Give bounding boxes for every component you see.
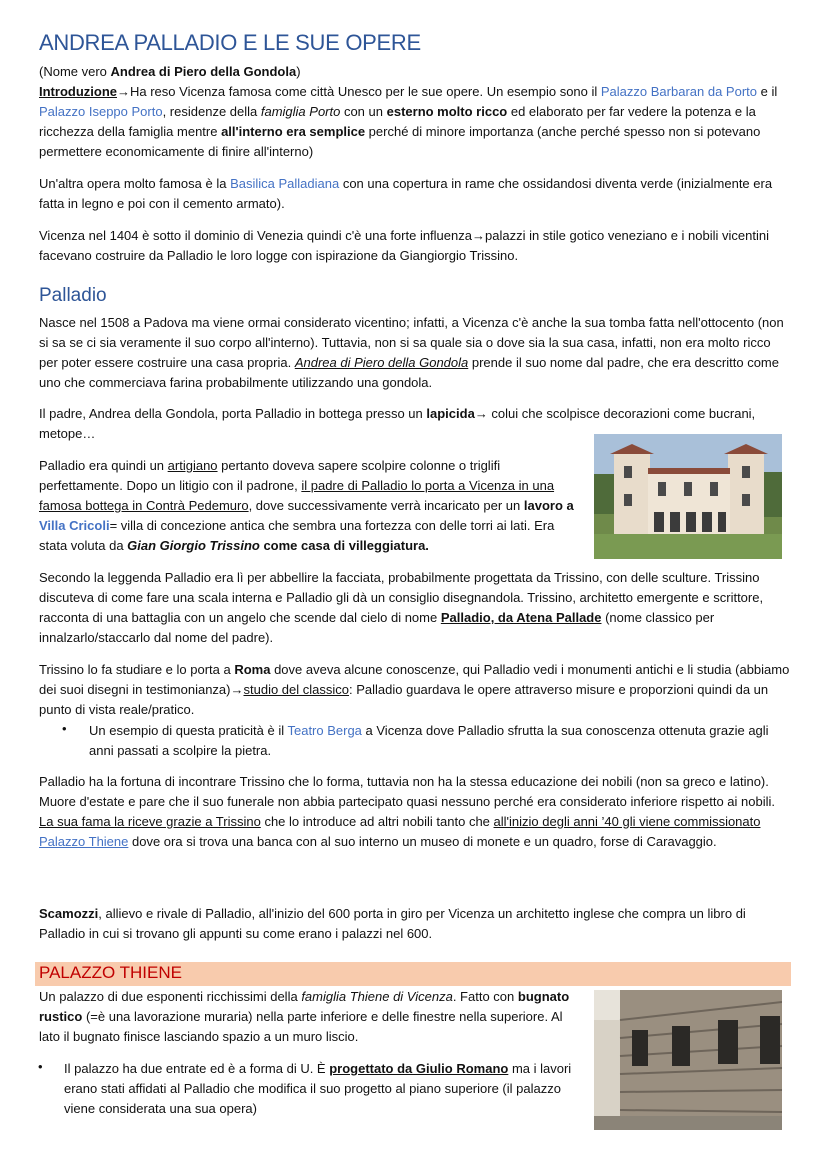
villa-cricoli-photo	[594, 434, 782, 559]
basilica-paragraph: Un'altra opera molto famosa è la Basilica Palladiana con una copertura in rame che ossidandosi diventa verde (inizialmente era fatta in legno e poi con il cemento armato).	[39, 176, 773, 211]
fortuna-paragraph: Palladio ha la fortuna di incontrare Trissino che lo forma, tuttavia non ha la stessa educazione dei nobili (non sa greco e latino). Muore d'estate e pare che il suo funerale non abbia partecipato quasi nessuno perché era considerato inferiore rispetto ai nobili. La sua fama la riceve grazie a Trissino che lo introduce ad altri nobili tanto che all'inizio degli anni ’40 gli viene commissionato Palazzo Thiene dove ora si trova una banca con al suo interno un museo di monete e un quadro, forse di Caravaggio.	[39, 774, 775, 849]
intro-paragraph: (Nome vero Andrea di Piero della Gondola) Introduzione→Ha reso Vicenza famosa come città Unesco per le sue opere. Un esempio sono il Palazzo Barbaran da Porto e il Palazzo Iseppo Porto, residenze della famiglia Porto con un esterno molto ricco ed elaborato per far vedere la potenza e la ricchezza della famiglia mentre all'interno era semplice perché di minore importanza (anche perché spesso non si potevano permettere economicamente di finire all'interno)	[39, 64, 778, 159]
scamozzi-paragraph: Scamozzi, allievo e rivale di Palladio, all'inizio del 600 porta in giro per Vicenza un architetto inglese che compra un libro di Palladio in cui si trovano gli appunti su come erano i palazzi nel 600.	[39, 906, 746, 941]
link-teatro-berga[interactable]: Teatro Berga	[287, 723, 362, 738]
roma-paragraph: Trissino lo fa studiare e lo porta a Roma dove aveva alcune conoscenze, qui Palladio vedi i monumenti antichi e li studia (abbiamo dei suoi disegni in testimonianza)→studio del classico: Palladio guardava le opere attraverso misure e proporzioni quindi da un punto di vista reale/pratico.	[39, 662, 790, 717]
leggenda-paragraph: Secondo la leggenda Palladio era lì per abbellire la facciata, probabilmente progettata da Trissino, con delle sculture. Trissino discuteva di come fare una scala interna e Palladio gli dà un consiglio disegnandola. Trissino, architetto emergente e scrittore, racconta di una battaglia con un angelo che scende dal cielo di nome Palladio, da Atena Pallade (nome classico per innalzarlo/staccarlo dal nome del padre).	[39, 570, 764, 645]
padre-paragraph: Il padre, Andrea della Gondola, porta Palladio in bottega presso un lapicida→ colui che scolpisce decorazioni come bucrani, metope…	[39, 406, 756, 441]
link-basilica-palladiana[interactable]: Basilica Palladiana	[230, 176, 340, 191]
berga-bullet-item: • Un esempio di questa praticità è il Teatro Berga a Vicenza dove Palladio sfrutta la sua conoscenza ottenuta grazie agli anni passati a scolpire la pietra.	[62, 721, 769, 758]
thiene-paragraph: Un palazzo di due esponenti ricchissimi della famiglia Thiene di Vicenza. Fatto con bugnato rustico (=è una lavorazione muraria) nella parte inferiore e delle finestre nella superiore. Al lato il bugnato finisce lasciando spazio a un muro liscio.	[39, 989, 570, 1044]
link-palazzo-barbaran[interactable]: Palazzo Barbaran da Porto	[600, 84, 757, 99]
artigiano-paragraph: Palladio era quindi un artigiano pertanto doveva sapere scolpire colonne o triglifi perfettamente. Dopo un litigio con il padrone, il padre di Palladio lo porta a Vicenza in una famosa bottega in Contrà Pedemuro, dove successivamente verrà incaricato per un lavoro a Villa Cricoli= villa di concezione antica che sembra una fortezza con delle torri ai lati. Era stata voluta da Gian Giorgio Trissino come casa di villeggiatura.	[39, 458, 574, 553]
nasce-paragraph: Nasce nel 1508 a Padova ma viene ormai considerato vicentino; infatti, a Vicenza c'è anche la sua tomba fatta nell'ottocento (non si sa se ci sia veramente il suo corpo all'interno). Tuttavia, non si sa quale sia o dove sia la sua casa, infatti, non era molto ricco per poter essere costruire una casa propria. Andrea di Piero della Gondola prende il suo nome dal padre, che era descritto come uno che commerciava farina probabilmente utilizzando una gondola.	[39, 315, 784, 390]
vicenza-paragraph: Vicenza nel 1404 è sotto il dominio di Venezia quindi c'è una forte influenza→palazzi in stile gotico veneziano e i nobili vicentini facevano costruire da Palladio le loro logge con ispirazione da Giangiorgio Trissino.	[39, 228, 769, 263]
section-heading-palazzo-thiene: PALAZZO THIENE	[35, 962, 791, 986]
thiene-bullet-item: • Il palazzo ha due entrate ed è a forma di U. È progettato da Giulio Romano ma i lavori erano stati affidati al Palladio che modifica il suo progetto al piano superiore (il palazzo viene considerata una sua opera)	[38, 1059, 572, 1116]
intro-label: Introduzione	[39, 84, 117, 99]
section-heading-palladio: Palladio	[39, 285, 107, 306]
link-palazzo-iseppo-porto[interactable]: Palazzo Iseppo Porto	[39, 104, 163, 119]
palazzo-thiene-photo	[594, 990, 782, 1130]
link-villa-cricoli[interactable]: Villa Cricoli	[39, 518, 110, 533]
page-title: ANDREA PALLADIO E LE SUE OPERE	[39, 30, 421, 55]
link-palazzo-thiene[interactable]: Palazzo Thiene	[39, 834, 129, 849]
